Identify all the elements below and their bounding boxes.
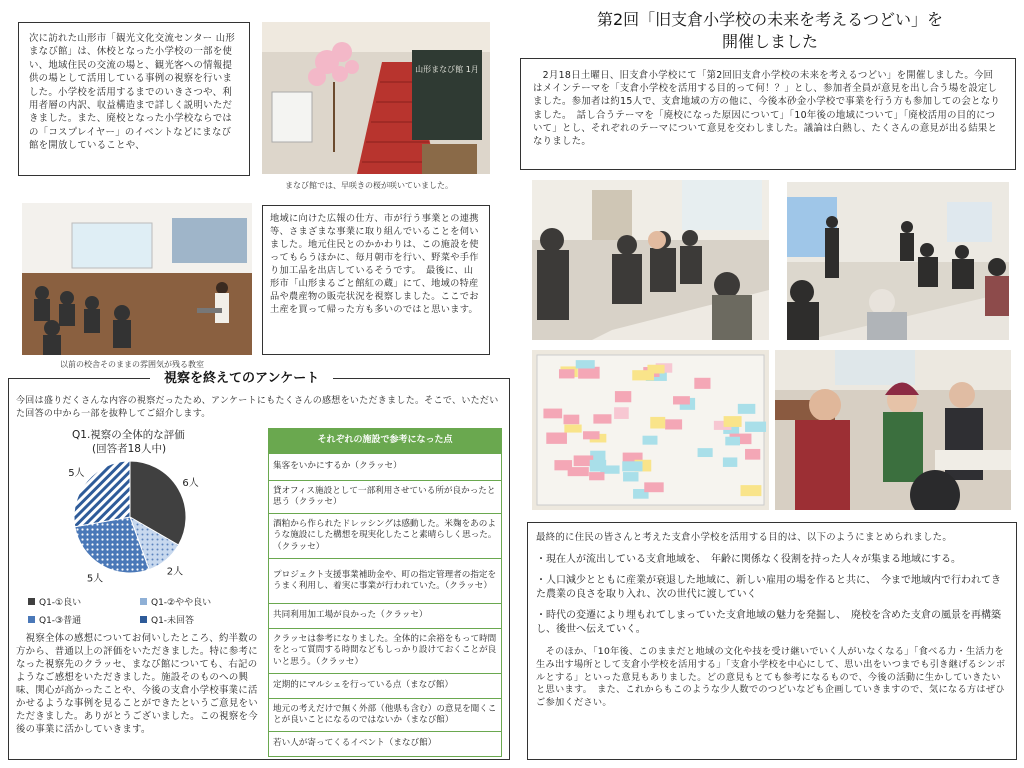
- sticky-note: [698, 448, 713, 457]
- sticky-note: [665, 419, 682, 429]
- table-cell: 集客をいかにするか（クラッセ）: [269, 454, 502, 481]
- table-row: [269, 481, 502, 514]
- survey-intro: 今回は盛りだくさんな内容の視察だったため、アンケートにもたくさんの感想をいただきました。そこで、いただいた回答の中から一部を抜粋してご紹介します。: [16, 396, 499, 419]
- sticky-note: [725, 437, 740, 446]
- bullet-item: ・人口減少とともに産業が衰退した地域に、新しい雇用の場を作ると共に、 今まで地域内で行われてきた農業の良さを取り入れ、次の世代に渡していく: [536, 574, 1001, 601]
- sticky-note: [650, 417, 665, 429]
- conclusion-box: [527, 522, 1017, 760]
- photo-sticky-notes-board: [532, 350, 769, 510]
- table-cell: プロジェクト支援事業補助金や、町の指定管理者の指定をうまく利用し、着実に事業が行われていた。（クラッセ）: [269, 559, 502, 604]
- bullet-item: ・時代の変遷により埋もれてしまっていた支倉地域の魅力を発掘し、 廃校を含めた支倉の風景を再構築し、後世へ伝えていく。: [536, 609, 1001, 636]
- sticky-note: [564, 425, 581, 433]
- table-row: [269, 732, 502, 757]
- page-title-line2: 開催しました: [721, 32, 818, 51]
- table-cell: 若い人が寄ってくるイベント（まなび館）: [269, 732, 502, 757]
- pie-data-label: 6人: [182, 478, 199, 489]
- survey-summary: 視察全体の感想についてお伺いしたところ、約半数の方から、普通以上の評価をいただきました。特に参考になった視察先のクラッセ、まなび館についても、右記のようなご感想をいただきました。施設そのものへの興味、関心が高かったことや、今後の支倉小学校事業に活かせるような事例を見ることができたというご意見をいただきました。ありがとうございました。この視察を今後の事業に活かしていきます。: [16, 633, 258, 735]
- sticky-note: [554, 460, 572, 470]
- sticky-note: [644, 482, 663, 492]
- sticky-note: [589, 472, 604, 480]
- sticky-note: [673, 396, 690, 404]
- photo2-caption: 以前の校舎そのままの雰囲気が残る教室: [60, 360, 204, 369]
- photo-meeting-3: [775, 350, 1011, 510]
- sticky-note: [741, 485, 762, 496]
- sticky-note: [543, 409, 562, 419]
- report-text: 2月18日土曜日、旧支倉小学校にて「第2回旧支倉小学校の未来を考えるつどい」を開催しました。今回はメインテーマを「支倉小学校を活用する目的って何！？」とし、参加者全員が意見を出し合う場を設定しました。参加者は約15人で、支倉地域の方の他に、今後本砂金小学校で事業を行う方も参加しての会となりました。 話し合うテーマを「廃校になった原因について」「10年後の地域について」「廃校活用の目的について」とし、それぞれのテーマについて意見を交わしました。議論は白熱し、たくさんの意見が出る結果となりました。: [533, 70, 1001, 148]
- page-title-line1: 第2回「旧支倉小学校の未来を考えるつどい」を: [596, 10, 944, 29]
- photo1-sign: 山形まなび館 1月: [415, 65, 479, 74]
- report-box: [520, 58, 1016, 170]
- sticky-note: [546, 433, 567, 444]
- table-cell: 地元の考えだけで無く外部（他県も含む）の意見を聞くことが良いことになるのではないか（まなび館）: [269, 699, 502, 732]
- pie-data-label: 5人: [86, 573, 104, 585]
- legend-item-noanswer: [140, 613, 194, 626]
- chart-subtitle: (回答者18人中): [92, 443, 167, 455]
- text2-box: [262, 205, 490, 355]
- sticky-note: [738, 404, 756, 414]
- sticky-note: [643, 436, 658, 445]
- sticky-note: [578, 367, 600, 379]
- intro-text: 次に訪れた山形市「観光文化交流センター 山形まなび館」は、休校となった小学校の一部を使い、地域住民の交流の場と、観光客への情報提供の場として活用している事例の視察を行いました。小学校を活用するまでのいきさつや、利用者層の内訳、収益構造まで詳しく説明いただきました。また、廃校となった小学校ならではの「コスプレイヤー」のイベントなどにまなび館を開放していることや、: [29, 33, 236, 152]
- sticky-note: [622, 461, 642, 471]
- sticky-note: [590, 460, 606, 472]
- sticky-note: [593, 414, 611, 423]
- text2: 地域に向けた広報の仕方、市が行う事業との連携等、さまざまな事業に取り組んでいることを伺いました。地元住民とのかかわりは、この施設を使ってもらうほかに、毎月朝市を行い、野菜や手作り加工品を出店しているそうです。 最後に、山形市「山形まるごと館紅の蔵」にて、地域の特産品や農産物の販売状況を視察しました。ここでお土産を買って帰った方も多いのではと思います。: [270, 213, 479, 315]
- bullet-item: ・現在人が流出している支倉地域を、 年齢に関係なく役割を持った人々が集まる地域にする。: [536, 554, 961, 566]
- closing-text: そのほか、「10年後、このままだと地域の文化や技を受け継いでいく人がいなくなる」「食べる力・生活力を生み出す場所として支倉小学校を活用する」「支倉小学校を中心にして、思い出をいつまでも引き継げるシンボルとする」といった意見もありました。どの意見もとても参考になるもので、今後の活動に生かしていきたいと思います。 また、これからもこのような少人数でのつどいなども企画していきますので、気になる方はぜひご参加ください。: [536, 645, 1006, 709]
- sticky-note: [694, 378, 710, 389]
- legend-label-normal: Q1-③普通: [39, 616, 82, 626]
- table-row: [269, 629, 502, 674]
- photo-meeting-2: [787, 182, 1009, 340]
- pie-data-label: 2人: [166, 566, 184, 578]
- sticky-note: [614, 407, 629, 419]
- sticky-note: [623, 472, 638, 481]
- table-cell: クラッセは参考になりました。全体的に余裕をもって時間をとって質問する時間などもしっかり設けておくことが良いと思う。（クラッセ）: [269, 629, 502, 674]
- legend-label-fair: Q1-②やや良い: [151, 598, 212, 608]
- table-row: [269, 559, 502, 604]
- legend-label-good: Q1-①良い: [39, 598, 82, 608]
- legend-item-good: [28, 595, 81, 608]
- legend-swatch-noanswer: [140, 616, 147, 623]
- pie-chart: [20, 452, 250, 592]
- photo-meeting-1: [532, 180, 769, 340]
- sticky-note: [724, 416, 742, 427]
- photo1-caption: まなび館では、早咲きの桜が咲いていました。: [285, 181, 453, 190]
- photo-classroom: [22, 203, 252, 355]
- pie-data-label: 5人: [68, 468, 85, 480]
- sticky-note: [745, 422, 766, 432]
- survey-title: 視察を終えてのアンケート: [150, 371, 333, 387]
- sticky-note: [615, 391, 631, 402]
- table-row: [269, 454, 502, 481]
- legend-label-noanswer: Q1-未回答: [151, 616, 195, 626]
- legend-item-normal: [28, 613, 81, 626]
- table-cell: 酒粕から作られたドレッシングは感動した。米麹をあのような施設にした構想を現実化したこと素晴らしく思った。（クラッセ）: [269, 514, 502, 559]
- chart-title: Q1.視察の全体的な評価: [72, 429, 185, 441]
- table-row: [269, 514, 502, 559]
- reference-points-table: [268, 428, 502, 757]
- conclusion-intro: 最終的に住民の皆さんと考えた支倉小学校を活用する目的は、以下のようにまとめられました。: [536, 532, 953, 543]
- table-cell: 貸オフィス施設として一部利用させている所が良かったと思う（クラッセ）: [269, 481, 502, 514]
- table-row: [269, 674, 502, 699]
- intro-text-box: [18, 22, 250, 176]
- legend-swatch-fair: [140, 598, 147, 605]
- sticky-note: [583, 431, 600, 439]
- sticky-note: [745, 449, 760, 460]
- sticky-note: [559, 369, 574, 378]
- sticky-note: [723, 457, 737, 466]
- table-cell: 定期的にマルシェを行っている点（まなび館）: [269, 674, 502, 699]
- sticky-note: [576, 360, 595, 368]
- photo-manabikan-stairs: [262, 22, 490, 174]
- legend-item-fair: [140, 595, 211, 608]
- legend-swatch-good: [28, 598, 35, 605]
- sticky-note: [563, 415, 579, 425]
- table-cell: 共同利用加工場が良かった（クラッセ）: [269, 604, 502, 629]
- table-header: それぞれの施設で参考になった点: [269, 429, 502, 454]
- table-row: [269, 604, 502, 629]
- legend-swatch-normal: [28, 616, 35, 623]
- table-row: [269, 699, 502, 732]
- sticky-note: [647, 365, 664, 374]
